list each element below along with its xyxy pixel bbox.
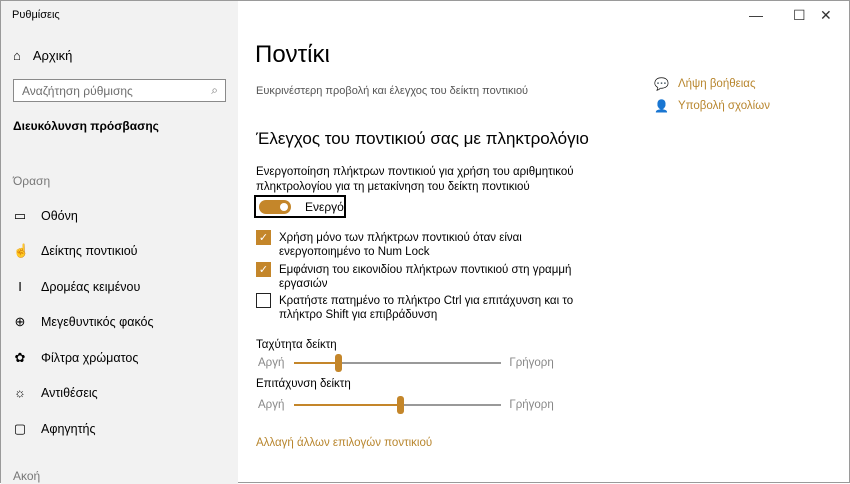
page-title: Ποντίκι: [255, 41, 330, 68]
sidebar-item-color-filters[interactable]: [13, 350, 138, 366]
search-placeholder: Αναζήτηση ρύθμισης: [22, 84, 133, 98]
checkbox-num-lock[interactable]: [256, 231, 606, 259]
mouse-keys-toggle[interactable]: [254, 195, 346, 218]
section-title: Διευκόλυνση πρόσβασης: [13, 119, 159, 133]
nav-label: Δρομέας κειμένου: [41, 279, 141, 294]
sidebar-item-mouse-pointer[interactable]: [13, 243, 138, 259]
speed-label: Ταχύτητα δείκτη: [256, 339, 337, 351]
speed-slider[interactable]: [258, 357, 554, 369]
home-nav[interactable]: [13, 48, 72, 63]
sidebar-item-text-cursor[interactable]: [13, 279, 140, 294]
checkmark-icon[interactable]: ✓: [256, 230, 271, 245]
slider-max: Γρήγορη: [509, 357, 554, 369]
minimize-button[interactable]: —: [749, 7, 763, 23]
close-button[interactable]: ✕: [820, 7, 832, 23]
accel-slider[interactable]: [258, 399, 554, 411]
more-mouse-options-link[interactable]: Αλλαγή άλλων επιλογών ποντικιού: [256, 437, 433, 449]
help-label: Λήψη βοήθειας: [677, 78, 756, 90]
slider-max: Γρήγορη: [509, 399, 554, 411]
checkbox-taskbar-icon[interactable]: [256, 263, 606, 291]
palette-icon: ✿: [14, 350, 26, 365]
search-input[interactable]: [13, 79, 226, 102]
group-hearing: Ακοή: [13, 469, 41, 483]
feedback-label: Υποβολή σχολίων: [677, 100, 770, 112]
checkmark-icon[interactable]: ✓: [256, 262, 271, 277]
home-label: Αρχική: [32, 48, 73, 63]
slider-thumb[interactable]: [335, 354, 342, 372]
sidebar: [1, 1, 238, 484]
feedback-icon: 👤: [654, 99, 669, 113]
nav-label: Οθόνη: [41, 209, 78, 223]
home-icon: ⌂: [13, 48, 21, 63]
slider-min: Αργή: [258, 357, 285, 369]
checkbox-label: Εμφάνιση του εικονιδίου πλήκτρων ποντικιού στη γραμμή εργασιών: [279, 264, 572, 290]
main-content: [238, 1, 849, 482]
help-icon: 💬: [654, 77, 669, 91]
get-help-link[interactable]: [654, 77, 756, 91]
app-title: Ρυθμίσεις: [12, 9, 60, 21]
toggle-state: Ενεργό: [305, 199, 344, 214]
text-cursor-icon: I: [18, 279, 22, 294]
pointer-icon: ☝: [13, 243, 30, 258]
sidebar-item-contrast[interactable]: [13, 385, 98, 400]
maximize-button[interactable]: ☐: [793, 7, 806, 23]
narrator-icon: ▢: [13, 421, 27, 436]
nav-label: Αφηγητής: [41, 422, 96, 436]
accel-label: Επιτάχυνση δείκτη: [256, 378, 351, 390]
checkbox-label: Χρήση μόνο των πλήκτρων ποντικιού όταν είναι ενεργοποιημένο το Num Lock: [279, 232, 522, 258]
sidebar-item-narrator[interactable]: [13, 421, 96, 437]
checkbox-ctrl-shift[interactable]: [256, 294, 606, 322]
feedback-link[interactable]: [654, 99, 770, 113]
toggle-description: Ενεργοποίηση πλήκτρων ποντικιού για χρήση του αριθμητικού πληκτρολογίου για τη μετακίνηση του δείκτη ποντικιού: [256, 166, 574, 193]
nav-label: Αντιθέσεις: [41, 385, 98, 400]
search-icon: ⌕: [211, 83, 218, 97]
nav-label: Φίλτρα χρώματος: [41, 351, 139, 365]
sidebar-item-magnifier[interactable]: [13, 314, 154, 330]
group-vision: Όραση: [13, 174, 51, 188]
slider-thumb[interactable]: [397, 396, 404, 414]
page-subtitle: Ευκρινέστερη προβολή και έλεγχος του δείκτη ποντικιού: [256, 85, 529, 97]
magnifier-icon: ⊕: [14, 314, 26, 329]
nav-label: Μεγεθυντικός φακός: [41, 315, 154, 329]
nav-label: Δείκτης ποντικιού: [41, 244, 138, 258]
monitor-icon: ▭: [13, 208, 27, 223]
checkbox-label: Κρατήστε πατημένο το πλήκτρο Ctrl για επιτάχυνση και το πλήκτρο Shift για επιβράδυνση: [279, 295, 574, 321]
toggle-switch[interactable]: [259, 200, 291, 214]
sidebar-item-display[interactable]: [13, 208, 78, 224]
section-heading: Έλεγχος του ποντικιού σας με πληκτρολόγιο: [256, 129, 589, 148]
slider-min: Αργή: [258, 399, 285, 411]
checkbox-box[interactable]: [256, 293, 271, 308]
contrast-icon: ☼: [14, 385, 26, 400]
